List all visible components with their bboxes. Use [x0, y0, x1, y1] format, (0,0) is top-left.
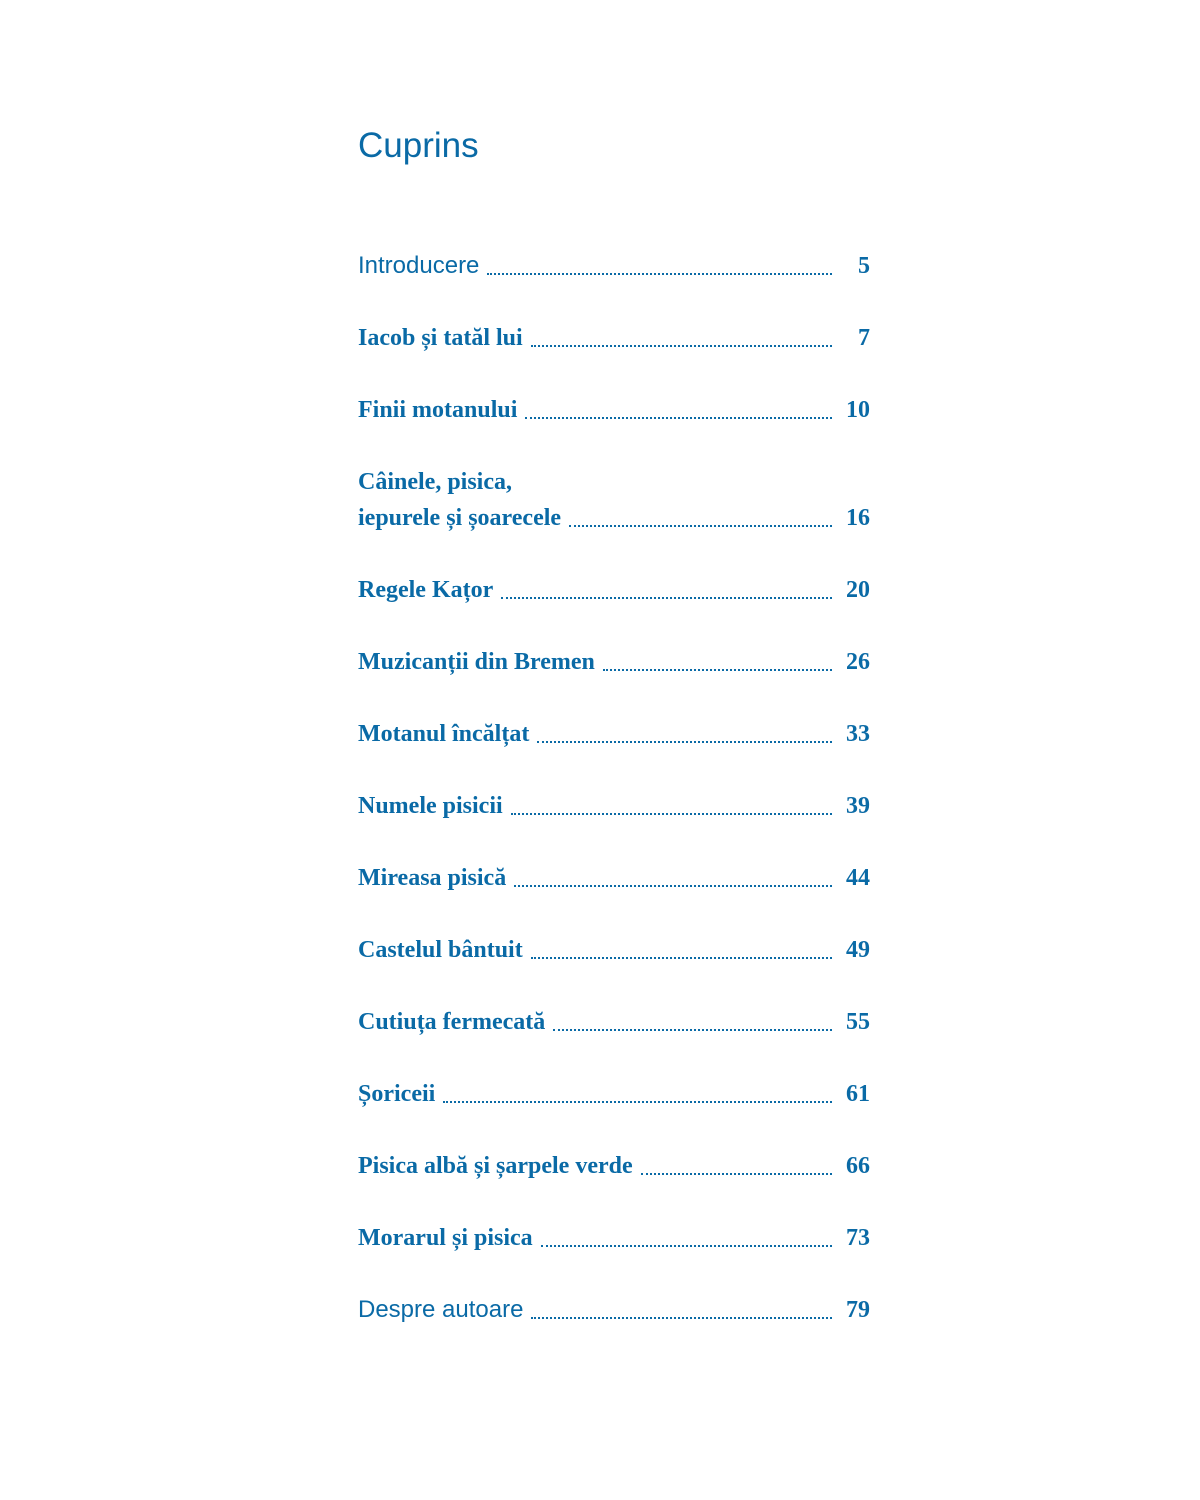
toc-entry-title: Finii motanului	[358, 397, 518, 423]
toc-entry[interactable]	[358, 1220, 870, 1256]
toc-entry-page: 39	[846, 793, 870, 819]
toc-entry[interactable]	[358, 572, 870, 608]
toc-entry[interactable]	[358, 1004, 870, 1040]
toc-entry[interactable]	[358, 320, 870, 356]
toc-entry[interactable]	[358, 860, 870, 896]
page-title: Cuprins	[358, 126, 479, 165]
toc-entry-page: 10	[846, 397, 870, 423]
toc-entry[interactable]	[358, 1292, 870, 1328]
toc-entry-page: 33	[846, 721, 870, 747]
toc-entry-title: Mireasa pisică	[358, 865, 507, 891]
dot-leader	[553, 1029, 832, 1031]
dot-leader	[531, 345, 832, 347]
toc-entry-title: Introducere	[358, 252, 480, 279]
toc-entry[interactable]	[358, 788, 870, 824]
toc-entry-title: Numele pisicii	[358, 793, 503, 819]
dot-leader	[514, 885, 832, 887]
dot-leader	[641, 1173, 832, 1175]
toc-entry-title: Motanul încălțat	[358, 721, 530, 747]
dot-leader	[501, 597, 832, 599]
toc-entry-page: 66	[846, 1153, 870, 1179]
toc-entry[interactable]	[358, 716, 870, 752]
toc-entry-title: Iacob și tatăl lui	[358, 325, 523, 351]
toc-entry[interactable]	[358, 1148, 870, 1184]
toc-entry-title: Cutiuța fermecată	[358, 1009, 546, 1035]
dot-leader	[531, 957, 832, 959]
toc-entry-page: 55	[846, 1009, 870, 1035]
toc-entry-title: Morarul și pisica	[358, 1225, 533, 1251]
dot-leader	[603, 669, 832, 671]
toc-entry-page: 26	[846, 649, 870, 675]
toc-entry-page: 79	[846, 1297, 870, 1323]
toc-entry[interactable]	[358, 644, 870, 680]
dot-leader	[531, 1317, 832, 1319]
toc-entry-page: 5	[858, 253, 870, 279]
toc-entry[interactable]	[358, 248, 870, 284]
toc-entry[interactable]	[358, 932, 870, 968]
toc-entry-page: 73	[846, 1225, 870, 1251]
toc-entry-page: 20	[846, 577, 870, 603]
toc-entry-title: Șoriceii	[358, 1081, 436, 1107]
toc-entry-title: Castelul bântuit	[358, 937, 523, 963]
dot-leader	[569, 525, 832, 527]
toc-entry-page: 44	[846, 865, 870, 891]
dot-leader	[525, 417, 832, 419]
dot-leader	[537, 741, 832, 743]
dot-leader	[487, 273, 832, 275]
toc-list	[358, 248, 870, 1364]
toc-entry[interactable]	[358, 464, 870, 536]
toc-entry[interactable]	[358, 1076, 870, 1112]
dot-leader	[541, 1245, 832, 1247]
toc-entry-page: 49	[846, 937, 870, 963]
toc-entry-title: Câinele, pisica, iepurele și șoarecele	[358, 469, 562, 531]
toc-entry-page: 16	[846, 505, 870, 531]
dot-leader	[511, 813, 832, 815]
toc-entry[interactable]	[358, 392, 870, 428]
toc-entry-title: Despre autoare	[358, 1296, 524, 1323]
toc-entry-title: Muzicanții din Bremen	[358, 649, 595, 675]
dot-leader	[443, 1101, 832, 1103]
toc-entry-page: 7	[858, 325, 870, 351]
toc-entry-page: 61	[846, 1081, 870, 1107]
toc-entry-title: Pisica albă și șarpele verde	[358, 1153, 633, 1179]
toc-entry-title: Regele Kațor	[358, 577, 494, 603]
